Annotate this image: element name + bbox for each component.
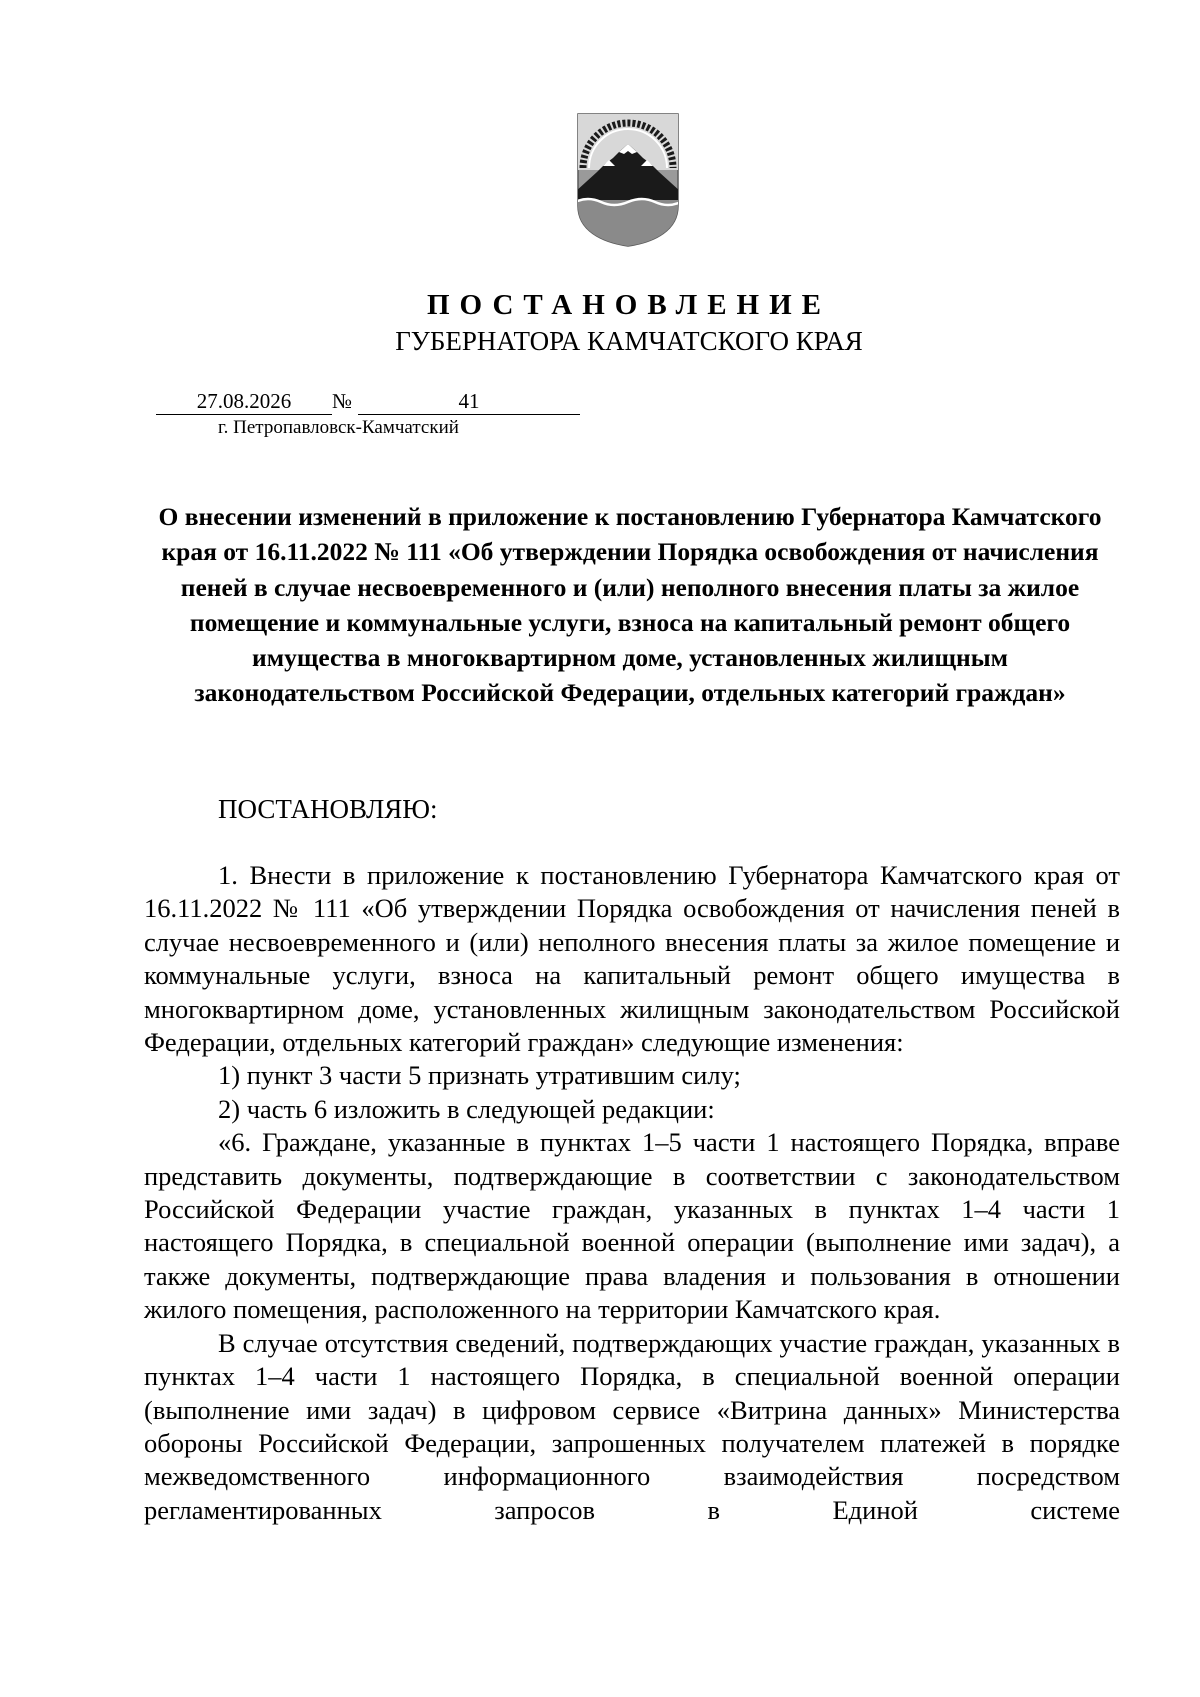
- paragraph: 1) пункт 3 части 5 признать утратившим силу;: [218, 1060, 741, 1091]
- kamchatka-coat-of-arms-icon: [575, 110, 681, 248]
- paragraph: 2) часть 6 изложить в следующей редакции:: [218, 1093, 715, 1124]
- document-city: г. Петропавловск-Камчатский: [218, 417, 459, 438]
- document-body: [144, 859, 1120, 1527]
- number-sign: №: [332, 389, 353, 413]
- document-date: 27.08.2026: [156, 388, 332, 415]
- decree-word: ПОСТАНОВЛЯЮ:: [218, 794, 438, 824]
- document-number: 41: [358, 388, 580, 415]
- paragraph: 1. Внести в приложение к постановлению Губернатора Камчатского края от 16.11.2022 № 111 «Об утверждении Порядка освобождения от начисления пеней в случае несвоевременного и (или) неполного внесения платы за жилое помещение и коммунальные услуги, взноса на капитальный ремонт общего имущества в многоквартирном доме, установленных жилищным законодательством Российской Федерации, отдельных категорий граждан» следующие изменения:: [144, 860, 1120, 1058]
- document-type-heading: ПОСТАНОВЛЕНИЕ: [426, 289, 831, 321]
- paragraph: «6. Граждане, указанные в пунктах 1–5 части 1 настоящего Порядка, вправе представить документы, подтверждающие в соответствии с законодательством Российской Федерации участие граждан, указанных в пунктах 1–4 части 1 настоящего Порядка, в специальной военной операции (выполнение ими задач), а также документы, подтверждающие права владения и пользования в отношении жилого помещения, расположенного на территории Камчатского края.: [144, 1127, 1120, 1325]
- document-title: О внесении изменений в приложение к постановлению Губернатора Камчатского края от 16.11.2022 № 111 «Об утверждении Порядка освобождения от начисления пеней в случае несвоевременного и (или) неполного внесения платы за жилое помещение и коммунальные услуги, взноса на капитальный ремонт общего имущества в многоквартирном доме, установленных жилищным законодательством Российской Федерации, отдельных категорий граждан»: [158, 502, 1102, 708]
- paragraph: В случае отсутствия сведений, подтверждающих участие граждан, указанных в пунктах 1–4 части 1 настоящего Порядка, в специальной военной операции (выполнение ими задач) в цифровом сервисе «Витрина данных» Министерства обороны Российской Федерации, запрошенных получателем платежей в порядке межведомственного информационного взаимодействия посредством регламентированных запросов в Единой системе: [144, 1327, 1120, 1525]
- issuer-heading: ГУБЕРНАТОРА КАМЧАТСКОГО КРАЯ: [395, 326, 863, 356]
